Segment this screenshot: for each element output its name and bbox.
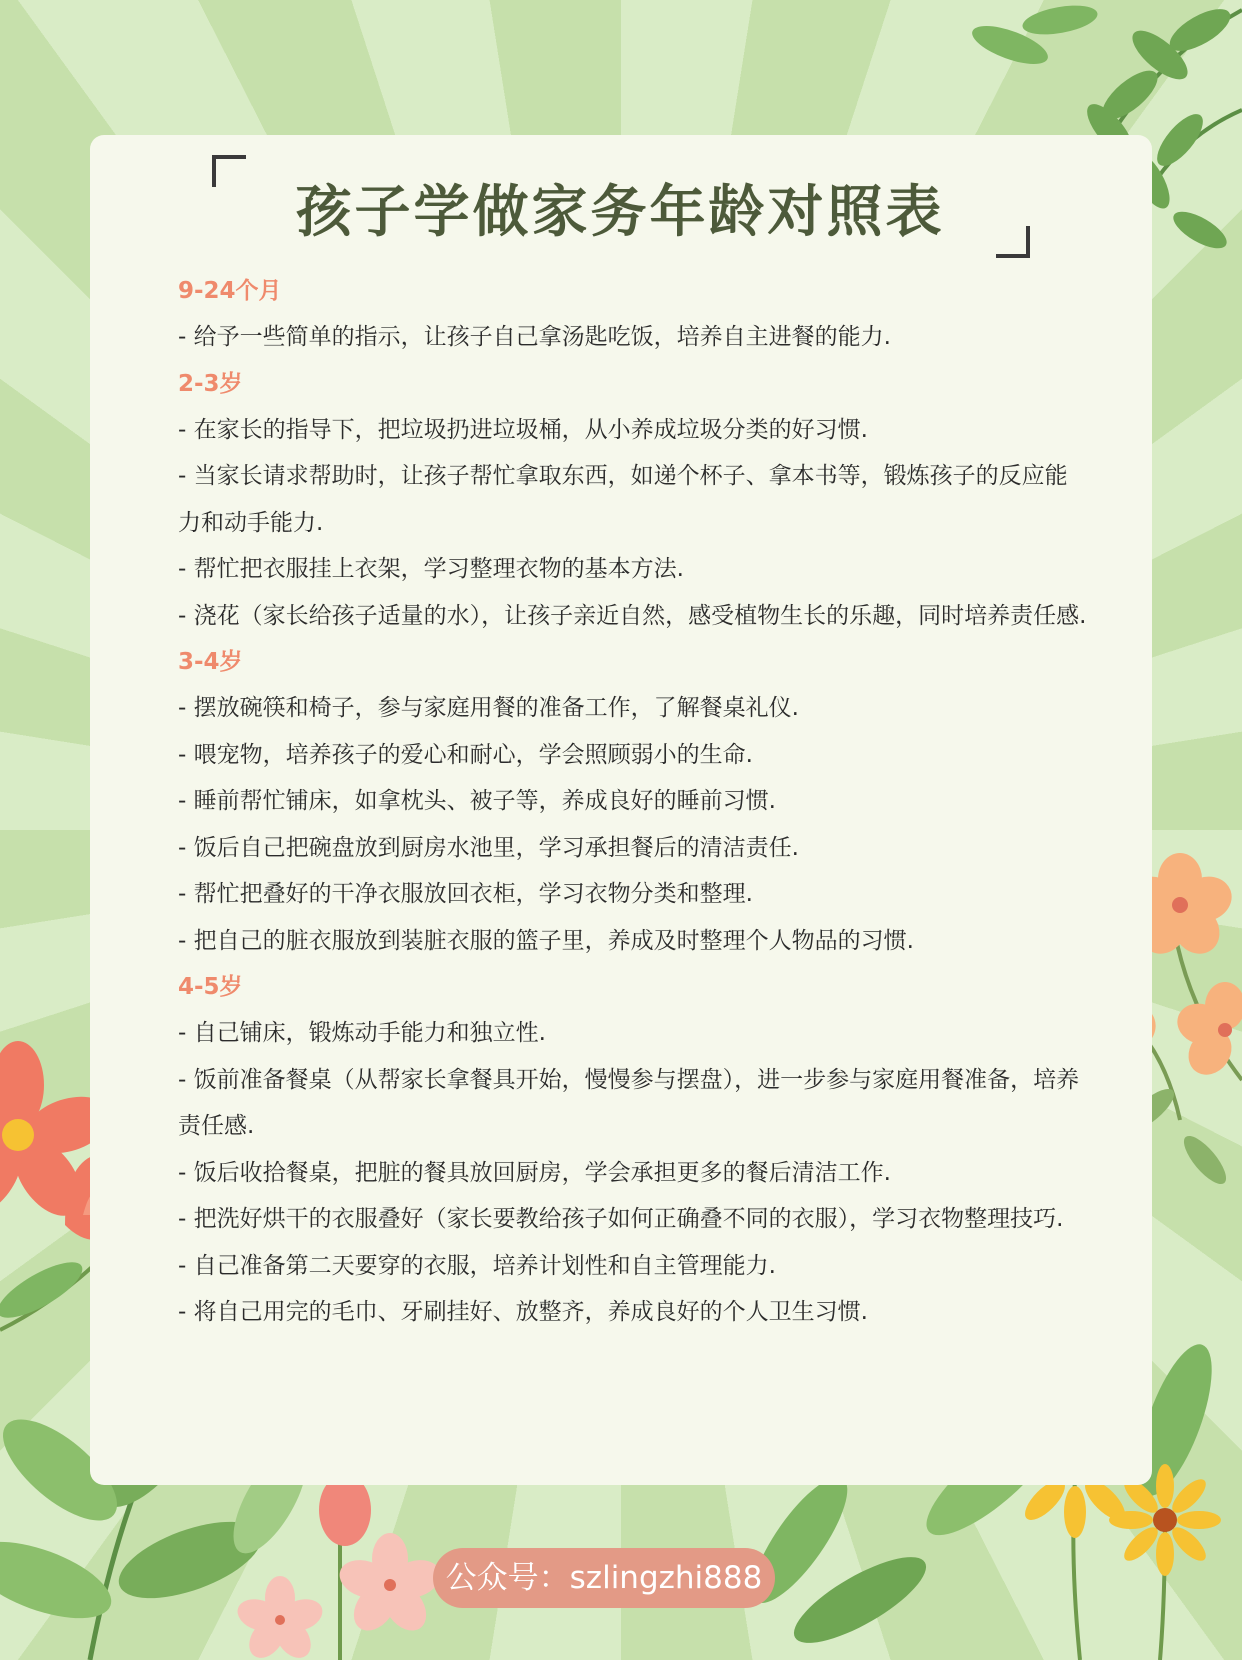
section-heading: 3-4岁 — [178, 649, 243, 675]
list-item: - 睡前帮忙铺床，如拿枕头、被子等，养成良好的睡前习惯. — [178, 788, 776, 814]
list-item: - 摆放碗筷和椅子，参与家庭用餐的准备工作，了解餐桌礼仪. — [178, 695, 799, 721]
title-bracket-bottom-right — [996, 226, 1030, 258]
page-title: 孩子学做家务年龄对照表 — [295, 180, 945, 245]
list-item: - 饭后自己把碗盘放到厨房水池里，学习承担餐后的清洁责任. — [178, 834, 799, 861]
section-heading: 4-5岁 — [178, 974, 243, 1000]
section-2-3-years — [178, 361, 1088, 640]
section-4-5-years — [178, 964, 1088, 1336]
list-item: - 帮忙把叠好的干净衣服放回衣柜，学习衣物分类和整理. — [178, 881, 753, 907]
list-item: - 把洗好烘干的衣服叠好（家长要教给孩子如何正确叠不同的衣服），学习衣物整理技巧. — [178, 1206, 1064, 1232]
list-item: - 将自己用完的毛巾、牙刷挂好、放整齐，养成良好的个人卫生习惯. — [178, 1299, 868, 1325]
list-item: - 把自己的脏衣服放到装脏衣服的篮子里，养成及时整理个人物品的习惯. — [178, 927, 914, 954]
list-item: - 在家长的指导下，把垃圾扔进垃圾桶，从小养成垃圾分类的好习惯. — [178, 416, 868, 443]
section-3-4-years — [178, 639, 1088, 964]
list-item: - 饭后收拾餐桌，把脏的餐具放回厨房，学会承担更多的餐后清洁工作. — [178, 1159, 891, 1186]
list-item: - 帮忙把衣服挂上衣架，学习整理衣物的基本方法. — [178, 556, 684, 582]
list-item: - 浇花（家长给孩子适量的水），让孩子亲近自然，感受植物生长的乐趣，同时培养责任感. — [178, 602, 1087, 629]
section-heading: 2-3岁 — [178, 370, 243, 397]
list-item: - 自己铺床，锻炼动手能力和独立性. — [178, 1020, 546, 1046]
list-item: - 给予一些简单的指示，让孩子自己拿汤匙吃饭，培养自主进餐的能力. — [178, 324, 891, 350]
title-bracket-top-left — [212, 155, 246, 187]
list-item: - 当家长请求帮助时，让孩子帮忙拿取东西，如递个杯子、拿本书等，锻炼孩子的反应能力和动手能力. — [178, 463, 1068, 536]
wechat-account-badge: 公众号：szlingzhi888 — [433, 1548, 775, 1608]
section-heading: 9-24个月 — [178, 278, 282, 304]
age-sections — [178, 268, 1088, 1336]
list-item: - 喂宠物，培养孩子的爱心和耐心，学会照顾弱小的生命. — [178, 741, 753, 768]
list-item: - 自己准备第二天要穿的衣服，培养计划性和自主管理能力. — [178, 1252, 776, 1279]
list-item: - 饭前准备餐桌（从帮家长拿餐具开始，慢慢参与摆盘），进一步参与家庭用餐准备，培养责任感. — [178, 1066, 1080, 1139]
section-9-24-months — [178, 268, 1088, 361]
